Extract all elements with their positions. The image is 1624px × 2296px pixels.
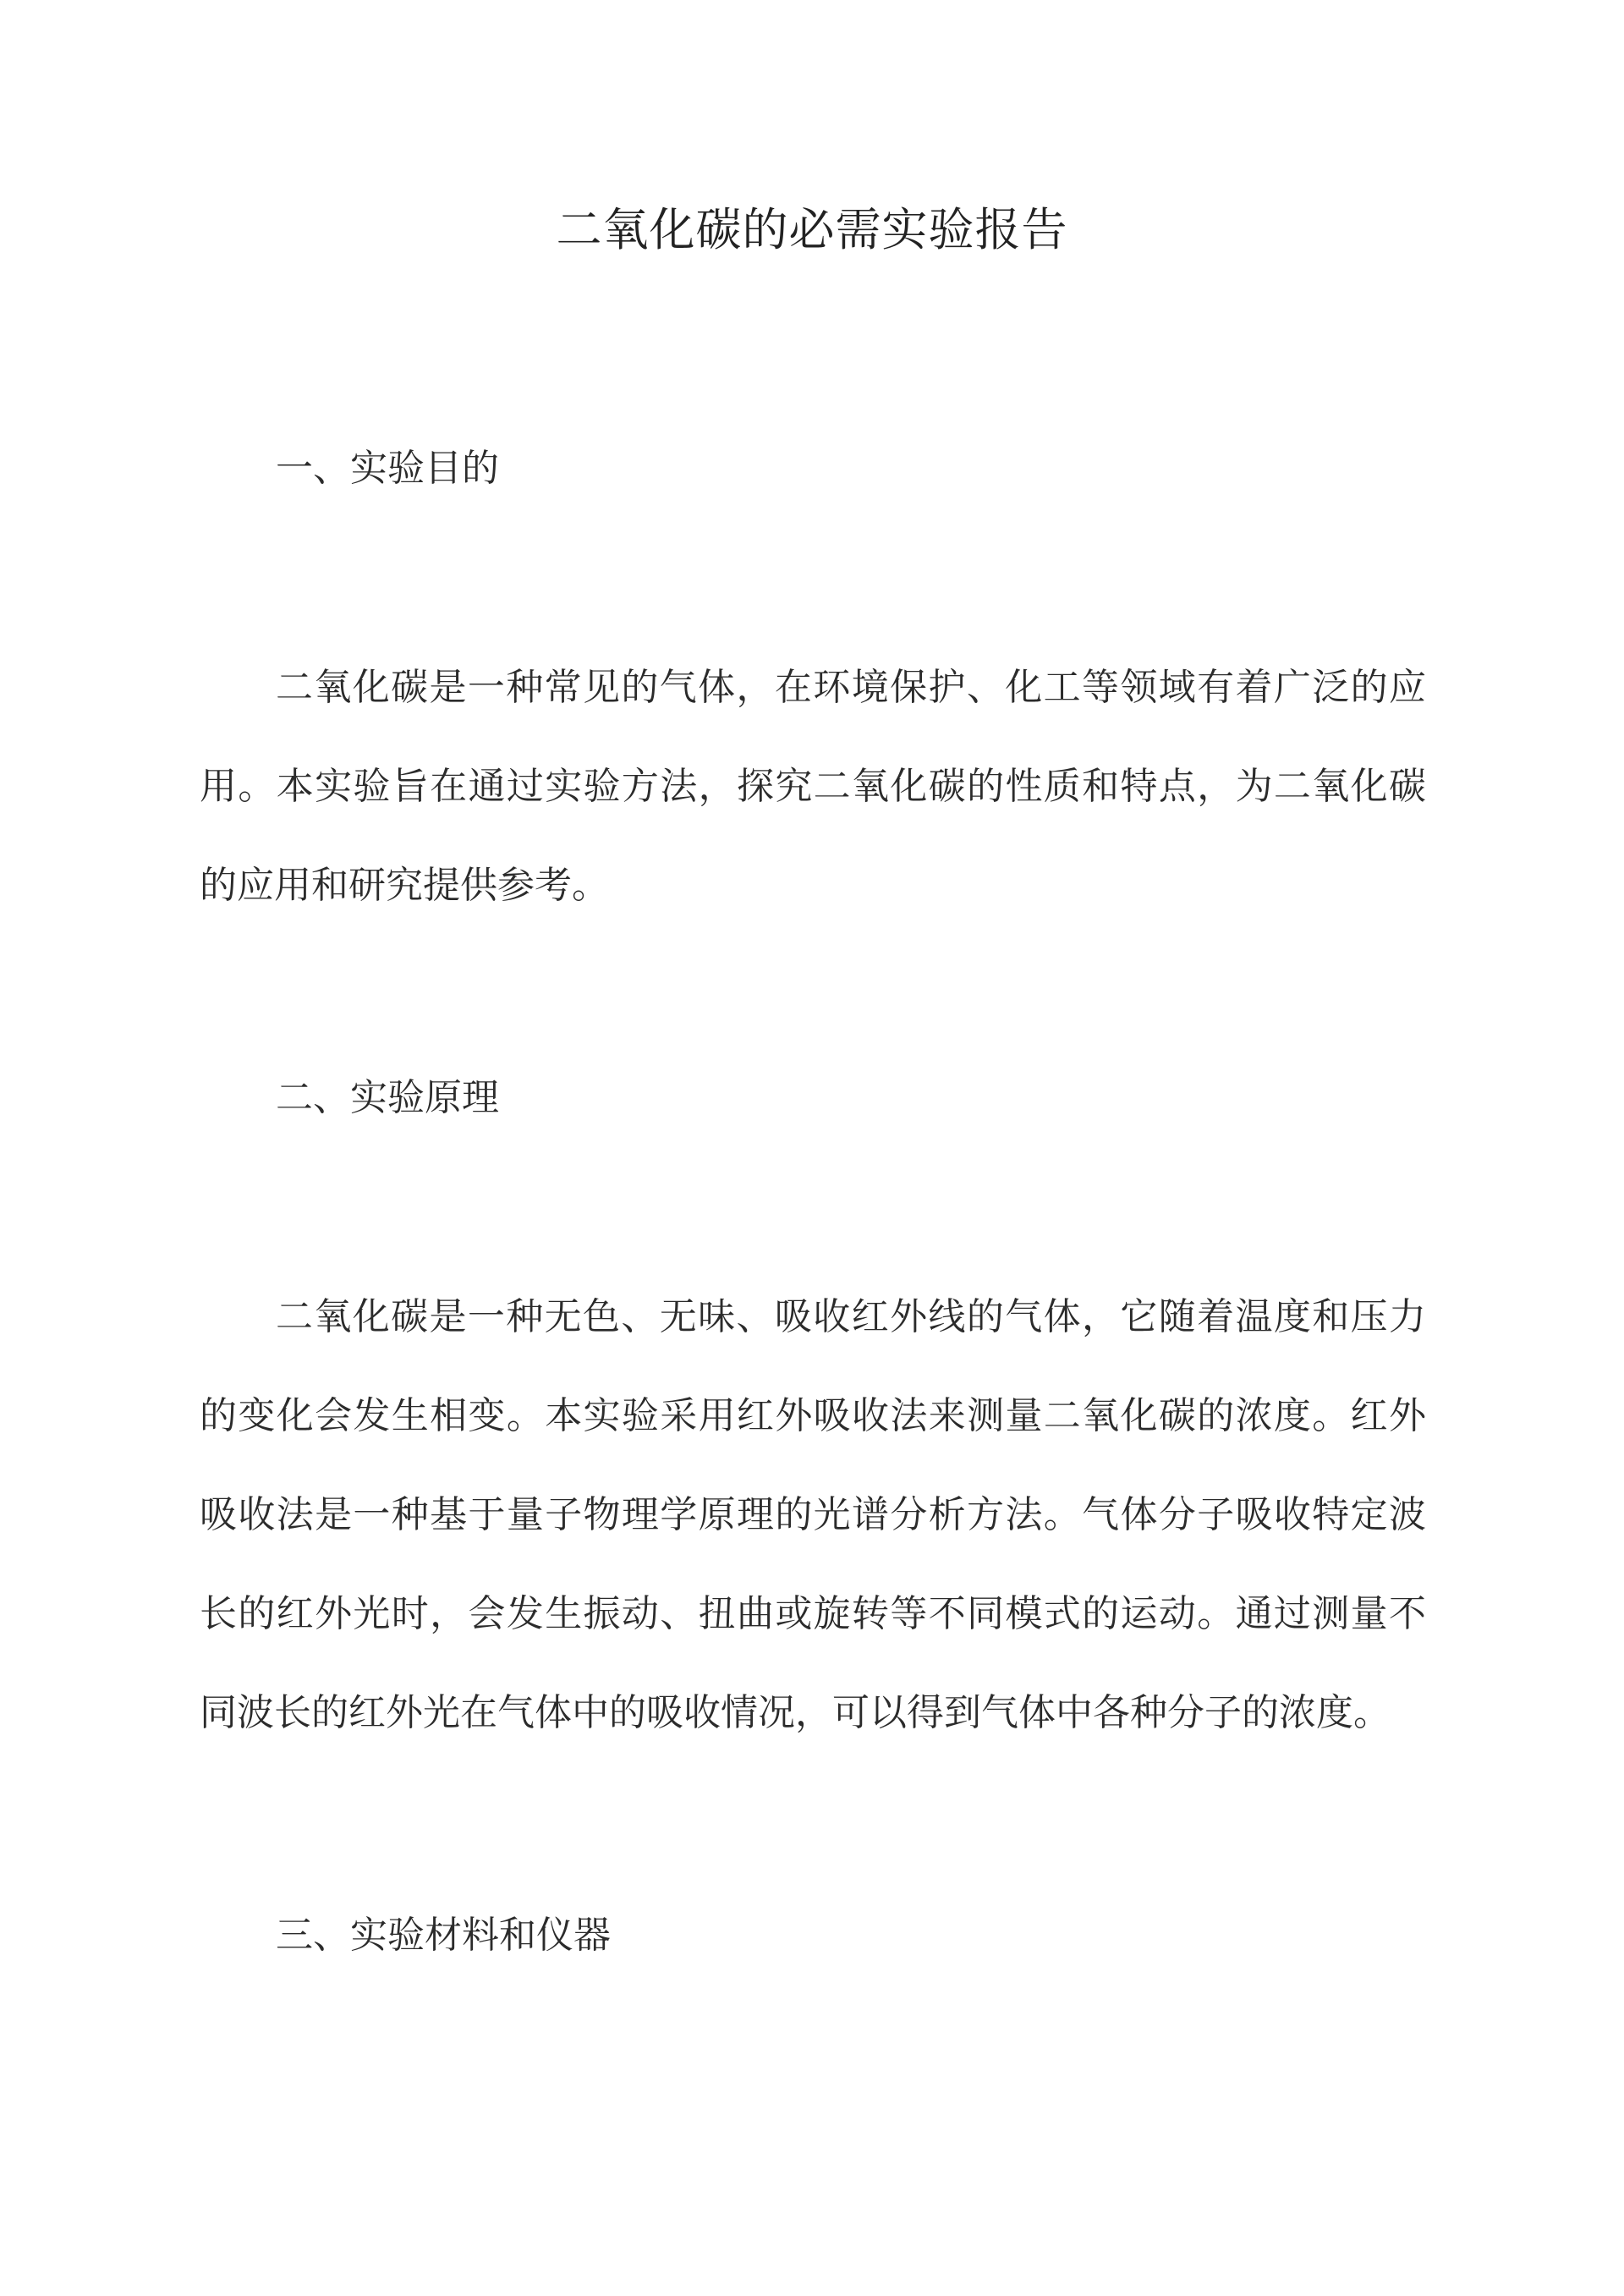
document-title: 二氧化碳的必需实验报告 (556, 203, 1068, 256)
section-heading-purpose: 一、实验目的 (276, 447, 499, 490)
section-paragraph-principle: 二氧化碳是一种无色、无味、吸收红外线的气体，它随着温度和压力的变化会发生相变。本实验采用红外吸收法来测量二氧化碳的浓度。红外吸收法是一种基于量子物理学原理的光谱分析方法。气体分子吸收特定波长的红外光时，会发生振动、扭曲或旋转等不同模式的运动。通过测量不同波长的红外光在气体中的吸收情况，可以得到气体中各种分子的浓度。 (200, 1295, 1426, 1734)
section-paragraph-purpose: 二氧化碳是一种常见的气体，在环境保护、化工等领域有着广泛的应用。本实验旨在通过实验方法，探究二氧化碳的性质和特点，为二氧化碳的应用和研究提供参考。 (200, 666, 1426, 907)
section-heading-materials: 三、实验材料和仪器 (276, 1914, 611, 1957)
section-heading-principle: 二、实验原理 (276, 1076, 499, 1119)
